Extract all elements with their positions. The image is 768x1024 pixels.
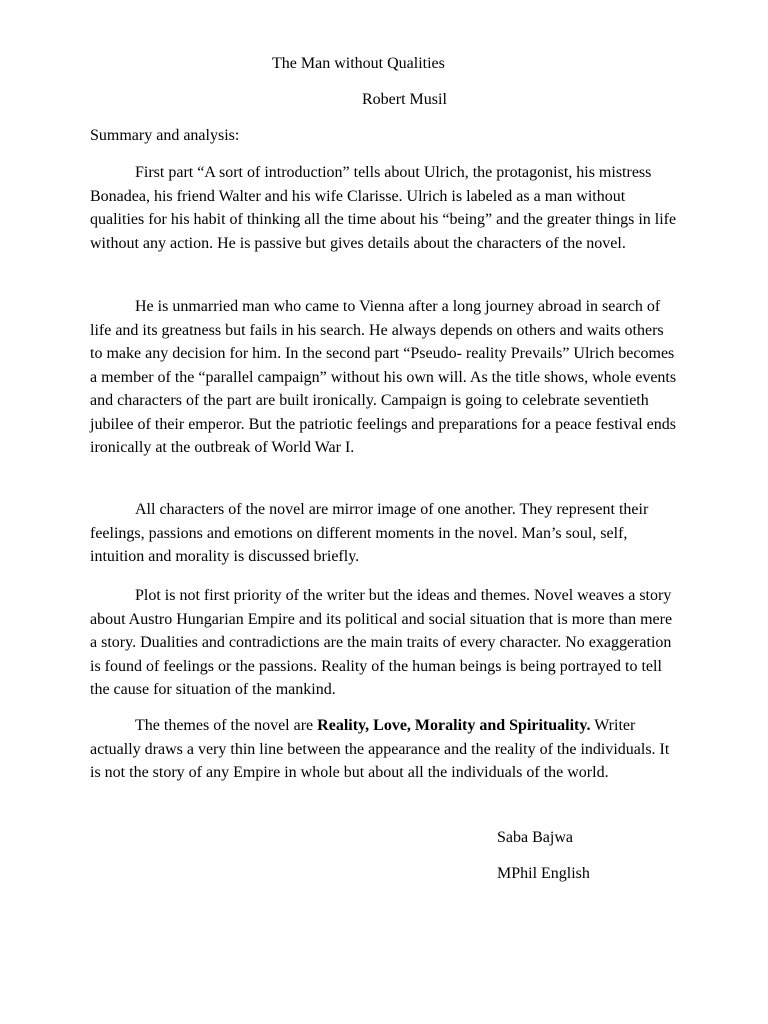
document-author: Robert Musil — [362, 91, 447, 108]
paragraph-ulrich: He is unmarried man who came to Vienna after a long journey abroad in search of life and its greatness but fails in his search. He always depends on others and waits others to make any decision for him. In the second part “Pseudo- reality Prevails” Ulrich becomes a member of the “parallel campaign” without his own will. As the title shows, whole events and characters of the part are built ironically. Campaign is going to celebrate seventieth jubilee of their emperor. But the patriotic feelings and preparations for a peace festival ends ironically at the outbreak of World War I. — [90, 298, 677, 456]
themes-rest: Writer actually draws a very thin line between the appearance and the reality of the individuals. It is not the story of any Empire in whole but about all the individuals of the world. — [90, 717, 670, 781]
themes-intro: The themes of the novel are — [135, 717, 318, 734]
paragraph-characters: All characters of the novel are mirror image of one another. They represent their feelings, passions and emotions on different moments in the novel. Man’s soul, self, intuition and morality is discussed briefly. — [90, 501, 649, 565]
signature-name: Saba Bajwa — [497, 829, 573, 846]
themes-list: Reality, Love, Morality and Spirituality. — [317, 717, 591, 734]
document-title: The Man without Qualities — [272, 55, 445, 72]
section-heading: Summary and analysis: — [90, 127, 240, 144]
paragraph-plot: Plot is not first priority of the writer but the ideas and themes. Novel weaves a story about Austro Hungarian Empire and its political and social situation that is more than mere a story. Dualities and contradictions are the main traits of every character. No exaggeration is found of feelings or the passions. Reality of the human beings is being portrayed to tell the cause for situation of the mankind. — [90, 587, 673, 698]
signature-degree: MPhil English — [497, 865, 590, 882]
paragraph-introduction: First part “A sort of introduction” tells about Ulrich, the protagonist, his mistress Bonadea, his friend Walter and his wife Clarisse. Ulrich is labeled as a man without qualities for his habit of thinking all the time about his “being” and the greater things in life without any action. He is passive but gives details about the characters of the novel. — [90, 164, 677, 252]
paragraph-themes — [90, 714, 680, 785]
